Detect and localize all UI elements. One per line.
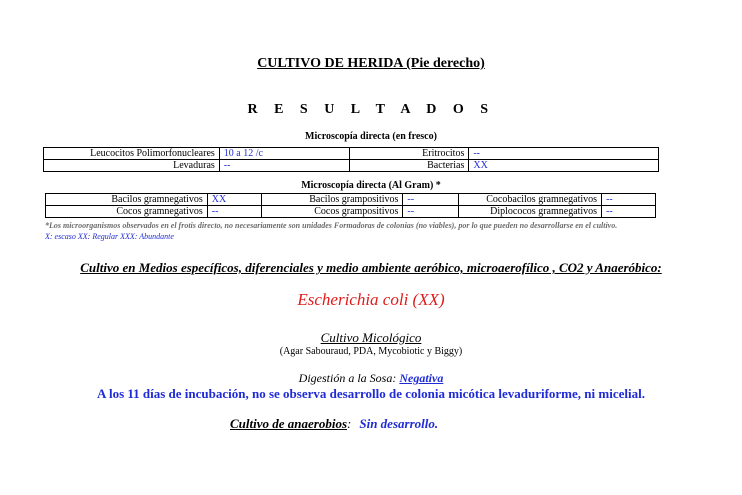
fresco-label: Leucocitos Polimorfonucleares [44, 148, 220, 160]
micologico-media: (Agar Sabouraud, PDA, Mycobiotic y Biggy) [279, 346, 463, 357]
gram-value: XX [207, 194, 261, 206]
anaerobios-label: Cultivo de anaerobios [230, 416, 348, 431]
table-row [44, 160, 659, 172]
fresco-label: Levaduras [44, 160, 220, 172]
report-title: CULTIVO DE HERIDA (Pie derecho) [257, 56, 485, 71]
gram-label: Bacilos grampositivos [261, 194, 403, 206]
table-row [46, 194, 656, 206]
digestion-line [0, 371, 742, 386]
gram-label: Bacilos gramnegativos [46, 194, 208, 206]
gram-value: -- [602, 206, 656, 218]
resultados-heading: R E S U L T A D O S [247, 102, 495, 117]
fresco-value: 10 a 12 /c [219, 148, 349, 160]
gram-value: -- [602, 194, 656, 206]
fresco-value: -- [469, 148, 659, 160]
organism-result: Escherichia coli (XX) [297, 290, 445, 309]
gram-heading: Microscopía directa (Al Gram) * [301, 180, 441, 191]
table-row [46, 206, 656, 218]
fresco-value: XX [469, 160, 659, 172]
abundance-legend: X: escaso XX: Regular XXX: Abundante [45, 232, 174, 241]
gram-label: Cocos grampositivos [261, 206, 403, 218]
digestion-label: Digestión a la Sosa: [298, 371, 400, 385]
gram-value: -- [403, 206, 459, 218]
table-row [44, 148, 659, 160]
anaerobios-value: Sin desarrollo. [359, 416, 439, 431]
micologico-heading: Cultivo Micológico [320, 330, 422, 345]
fresco-value: -- [219, 160, 349, 172]
micologico-result: A los 11 días de incubación, no se observa desarrollo de colonia micótica levaduriforme, ni micelial. [97, 386, 645, 401]
fresco-table [43, 147, 659, 172]
fresco-label: Bacterias [349, 160, 469, 172]
digestion-value: Negativa [399, 371, 444, 385]
fresco-label: Eritrocitos [349, 148, 469, 160]
anaerobios-line [230, 416, 438, 432]
microscopy-footnote: *Los microorganismos observados en el frotis directo, no necesariamente son unidades Formadoras de colonias (no viables), por lo que pueden no desarrollarse en el cultivo. [45, 221, 618, 230]
fresco-heading: Microscopía directa (en fresco) [305, 131, 437, 142]
cultivo-heading: Cultivo en Medios específicos, diferenciales y medio ambiente aeróbico, microaerofílico , CO2 y Anaeróbico: [80, 260, 662, 275]
gram-table [45, 193, 656, 218]
gram-label: Diplococos gramnegativos [459, 206, 602, 218]
anaerobios-colon: : [347, 416, 352, 431]
gram-value: -- [207, 206, 261, 218]
gram-label: Cocos gramnegativos [46, 206, 208, 218]
gram-value: -- [403, 194, 459, 206]
gram-label: Cocobacilos gramnegativos [459, 194, 602, 206]
